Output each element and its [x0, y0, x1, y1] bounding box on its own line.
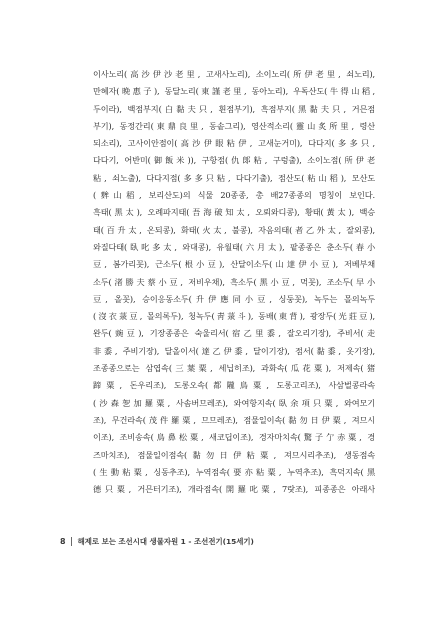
text-line: 非黍, 주비기장), 달올이서(達乙伊黍, 달이기장), 점서(黏黍, 옷기장), — [93, 345, 375, 356]
text-line: (生動粘粟, 싱동추조), 누역점속(要亦粘粟, 누역추조), 흑덕지속(黑 — [93, 466, 375, 477]
text-line: 태(百升太, 온되콩), 화태(火太, 불콩), 자음의태(者乙外太, 잘외콩), — [93, 224, 375, 235]
text-line: 豆, 봄가리꼿), 근소두(根小豆), 산달이소두(山達伊小豆), 저베부채 — [93, 259, 375, 270]
text-line: 부기), 동정간리(東鼎良里, 동솥그리), 영산적소리(靈山炙所里, 령산 — [93, 120, 375, 131]
text-line: 즈마치조), 점물일이점속(黏勿日伊粘粟, 져므시리추조), 생동점속 — [93, 449, 375, 460]
text-line: 되소리), 고사이안점이(高沙伊眼粘伊, 고새눈거미), 다다지(多多只, — [93, 138, 375, 149]
text-line: 완두(豌豆), 기장종종은 숙울리서(宿乙里黍, 잘오리기장), 주비서(走 — [93, 328, 375, 339]
text-line: 粘, 쇠노출), 다다지점(多多只粘, 다다기출), 점산도(粘山稻), 모산도 — [93, 172, 375, 183]
footer-separator — [71, 537, 72, 546]
text-line: 이조), 조비송속(鳥鼻松粟, 새코딥이조), 경자마치속(驚子亇赤粟, 경 — [93, 432, 375, 443]
text-line: 두이라), 백점부지(白黏夫只, 흰점부기), 흑점부지(黑黏夫只, 거믄점 — [93, 103, 375, 114]
text-line: 豆, 올꼿), 승이응동소두(升伊應同小豆, 싱둥꼿), 녹두는 몰의녹두 — [93, 293, 375, 304]
text-line: 이사노리(高沙伊沙老里, 고새사노리), 소이노리(所伊老里, 쇠노리), — [93, 69, 375, 79]
text-line: 조종종으로는 삼엽속(三葉粟, 세닙히조), 과화속(瓜花粟), 저제속(猪 — [93, 363, 375, 374]
text-line: 만혜자(晩惠子), 동달노리(東謹老里, 동아노리), 우독산도(牛得山稻, — [93, 86, 375, 97]
text-line: 소두(渚勝夫蔡小豆, 저비우채), 흑소두(黑小豆, 먹꼿), 조소두(早小 — [93, 276, 375, 287]
running-title: 해제로 보는 조선시대 생물자원 1 - 조선전기(15세기) — [77, 536, 254, 546]
text-line: 흑태(黑太), 오례파지태(吾海破知太, 오뢰와디콩), 황태(黃太), 백승 — [93, 207, 375, 218]
text-line: 蹄粟, 돈우리조), 도롱오속(都隴鳥粟, 도롱고리조), 사삼벌콩라속 — [93, 380, 375, 391]
text-line: 와질다태(臥叱多太, 와대콩), 유월태(六月太), 팥종종은 춘소두(春小 — [93, 241, 375, 252]
text-line: (沒衣菉豆, 몰의록두), 청녹두(靑菉斗), 동배(東背), 광장두(光莊豆), — [93, 311, 375, 322]
text-line: 조), 무건라속(茂件羅粟, 므므레조), 점물일이속(黏勿日伊粟, 져므시 — [93, 414, 375, 425]
text-line: 德只粟, 거믄터기조), 개라점속(開羅叱粟, 7랏조), 피종종은 아래사 — [93, 484, 375, 495]
page-number: 8 — [60, 536, 66, 546]
text-line: 다다기, 어반미(御飯米)), 구항점(仇郞粘, 구렁출), 소이노점(所伊老 — [93, 155, 375, 166]
text-line: (麰山稻, 보리산도)의 식물 20종종, 총 배27종종의 명칭이 보인다. — [93, 190, 375, 201]
body-text — [93, 66, 375, 498]
page-footer — [60, 534, 254, 548]
text-line: (沙森乫加羅粟, 사솜버므레조), 와여항지속(臥余項只粟, 와여모기 — [93, 397, 375, 408]
